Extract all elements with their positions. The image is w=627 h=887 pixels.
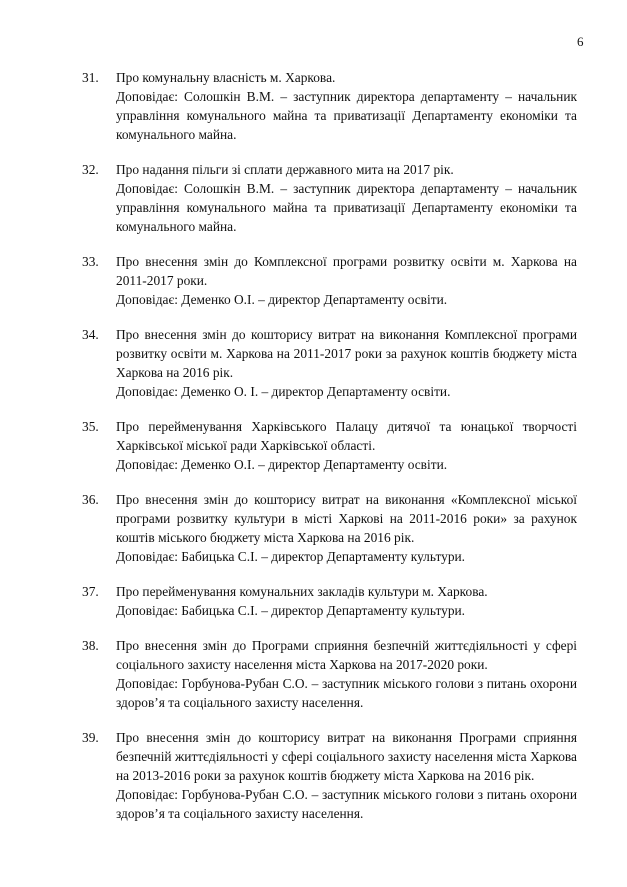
item-body	[116, 160, 577, 236]
item-title: Про внесення змін до Програми сприяння безпечній життєдіяльності у сфері соціального захисту населення міста Харкова на 2017-2020 роки.	[116, 638, 577, 672]
item-title: Про внесення змін до Комплексної програми розвитку освіти м. Харкова на 2011-2017 роки.	[116, 254, 577, 288]
item-reporter: Доповідає: Горбунова-Рубан С.О. – заступник міського голови з питань охорони здоров’я та соціального захисту населення.	[116, 787, 577, 821]
agenda-item	[82, 417, 577, 474]
agenda-item	[82, 490, 577, 566]
item-title: Про внесення змін до кошторису витрат на виконання Програми сприяння безпечній життєдіяльності у сфері соціального захисту населення міста Харкова на 2013-2016 роки за рахунок коштів бюджету міста Харкова на 2016 рік.	[116, 730, 577, 783]
item-reporter: Доповідає: Бабицька С.І. – директор Департаменту культури.	[116, 603, 466, 618]
item-title: Про комунальну власність м. Харкова.	[116, 70, 336, 85]
item-reporter: Доповідає: Горбунова-Рубан С.О. – заступник міського голови з питань охорони здоров’я та соціального захисту населення.	[116, 676, 577, 710]
item-number: 38.	[82, 638, 99, 653]
item-title: Про внесення змін до кошторису витрат на виконання «Комплексної міської програми розвитку культури в місті Харкові на 2011-2016 роки» за рахунок коштів міського бюджету міста Харкова на 2016 рік.	[116, 492, 577, 545]
item-body	[116, 490, 577, 566]
item-reporter: Доповідає: Солошкін В.М. – заступник директора департаменту – начальник управління комунального майна та приватизації Департаменту економіки та комунального майна.	[116, 89, 577, 142]
item-number: 35.	[82, 419, 99, 434]
item-number: 39.	[82, 730, 99, 745]
item-body	[116, 582, 577, 620]
item-reporter: Доповідає: Бабицька С.І. – директор Департаменту культури.	[116, 549, 466, 564]
item-body	[116, 417, 577, 474]
agenda-item	[82, 68, 577, 144]
item-body	[116, 636, 577, 712]
item-body	[116, 68, 577, 144]
agenda-item	[82, 160, 577, 236]
item-title: Про надання пільги зі сплати державного мита на 2017 рік.	[116, 162, 454, 177]
item-title: Про перейменування Харківського Палацу дитячої та юнацької творчості Харківської міської ради Харківської області.	[116, 419, 577, 453]
item-reporter: Доповідає: Деменко О.І. – директор Департаменту освіти.	[116, 457, 448, 472]
agenda-item	[82, 325, 577, 401]
item-title: Про внесення змін до кошторису витрат на виконання Комплексної програми розвитку освіти м. Харкова на 2011-2017 роки за рахунок коштів бюджету міста Харкова на 2016 рік.	[116, 327, 577, 380]
item-title: Про перейменування комунальних закладів культури м. Харкова.	[116, 584, 488, 599]
agenda-item	[82, 636, 577, 712]
page-number: 6	[577, 34, 584, 49]
item-reporter: Доповідає: Солошкін В.М. – заступник директора департаменту – начальник управління комунального майна та приватизації Департаменту економіки та комунального майна.	[116, 181, 577, 234]
item-number: 36.	[82, 492, 99, 507]
agenda-item	[82, 728, 577, 823]
item-reporter: Доповідає: Деменко О. І. – директор Департаменту освіти.	[116, 384, 451, 399]
item-number: 31.	[82, 70, 99, 85]
item-number: 32.	[82, 162, 99, 177]
item-number: 33.	[82, 254, 99, 269]
agenda-list	[82, 68, 577, 839]
agenda-item	[82, 582, 577, 620]
item-number: 37.	[82, 584, 99, 599]
item-body	[116, 728, 577, 823]
item-body	[116, 252, 577, 309]
item-body	[116, 325, 577, 401]
item-reporter: Доповідає: Деменко О.І. – директор Департаменту освіти.	[116, 292, 448, 307]
item-number: 34.	[82, 327, 99, 342]
agenda-item	[82, 252, 577, 309]
